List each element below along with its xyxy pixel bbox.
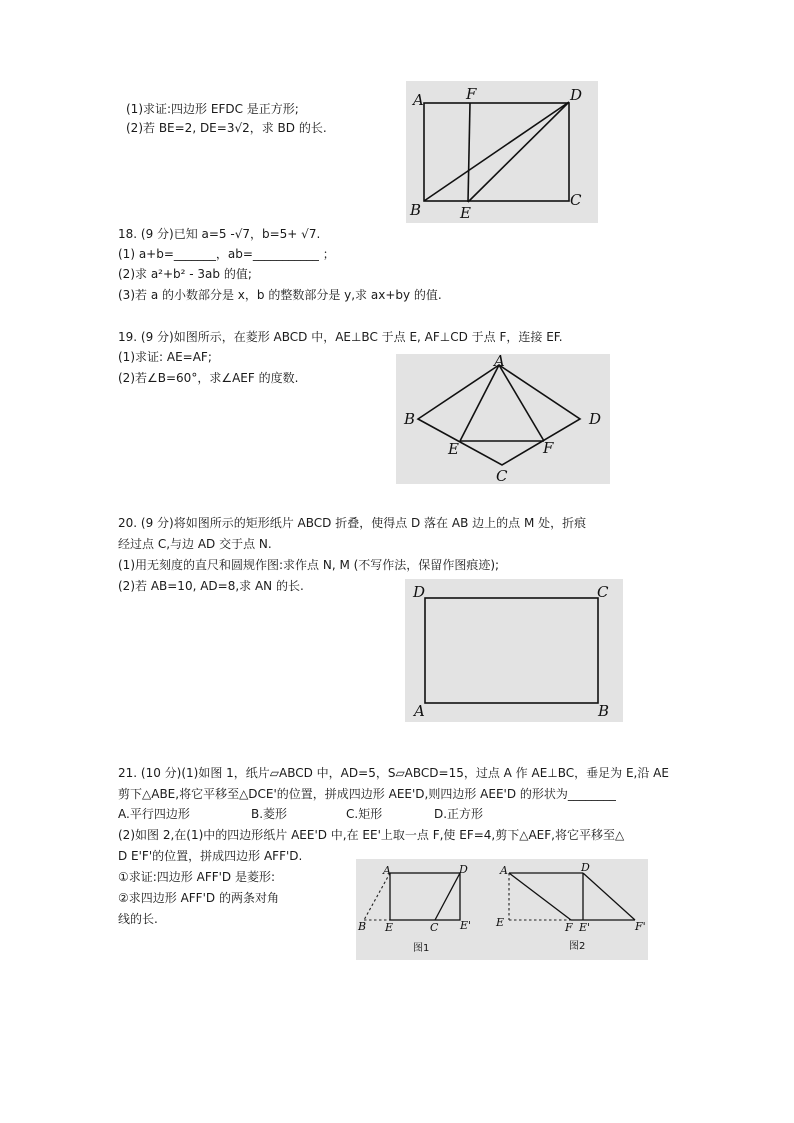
q21-fig1-label-a: A [383, 864, 391, 877]
q21-fig2-label-e-prime: E' [579, 921, 591, 934]
q21-fig1-label-c: C [430, 921, 439, 934]
q17-label-f: F [466, 85, 477, 103]
q21-option-b: B.菱形 [251, 807, 288, 821]
q21-subpart2-line2: 线的长. [118, 912, 158, 926]
q19-segment-af [499, 365, 544, 441]
q17-segment-ed [468, 102, 569, 202]
q21-fig2-segment-df-prime [583, 873, 635, 920]
q19-rhombus-abcd [418, 365, 580, 465]
q21-option-a: A.平行四边形 [118, 807, 190, 821]
q17-label-a: A [413, 91, 424, 109]
q21-fig1-label-e: E [385, 921, 394, 934]
q20-label-c: C [597, 583, 609, 601]
q21-stem-line2: 剪下△ABE,将它平移至△DCE'的位置，拼成四边形 AEE'D,则四边形 AEE'D 的形状为________ [118, 787, 616, 801]
q20-part1: (1)用无刻度的直尺和圆规作图:求作点 N, M (不写作法，保留作图痕迹); [118, 558, 500, 572]
q21-fig1-label-e-prime: E' [460, 919, 472, 932]
q21-fig1-rect-aee-d [390, 873, 460, 920]
q17-label-e: E [460, 204, 471, 222]
q20-part2: (2)若 AB=10, AD=8,求 AN 的长. [118, 579, 304, 593]
q21-fig2-label-f: F [565, 921, 573, 934]
q19-label-a: A [494, 354, 505, 370]
q18-part2: (2)求 a²+b² - 3ab 的值; [118, 267, 252, 281]
q21-fig1-label-b: B [358, 920, 367, 933]
q19-label-b: B [404, 410, 416, 428]
q19-part2: (2)若∠B=60°，求∠AEF 的度数. [118, 371, 299, 385]
q17-segment-bd [424, 102, 569, 201]
q21-fig1-label-d: D [459, 863, 468, 876]
q21-fig1-dashed-ab [364, 873, 390, 920]
q17-label-d: D [570, 86, 583, 104]
q21-fig2-caption: 图2 [569, 941, 586, 952]
q20-rect-abcd [425, 598, 598, 703]
q21-fig2-label-e: E [496, 916, 505, 929]
q21-part2-line1: (2)如图 2,在(1)中的四边形纸片 AEE'D 中,在 EE'上取一点 F,使 EF=4,剪下△AEF,将它平移至△ [118, 828, 625, 842]
q21-figures [356, 859, 648, 960]
q19-figure-rhombus [396, 354, 610, 484]
q17-label-c: C [570, 191, 582, 209]
q20-label-d: D [413, 583, 426, 601]
q19-stem: 19. (9 分)如图所示，在菱形 ABCD 中，AE⊥BC 于点 E, AF⊥CD 于点 F，连接 EF. [118, 330, 563, 344]
q21-fig2-label-f-prime: F' [635, 920, 646, 933]
q17-segment-fe [468, 103, 470, 202]
q17-figure-rectangle [406, 81, 598, 223]
q21-fig2-label-a: A [500, 864, 508, 877]
q18-part3: (3)若 a 的小数部分是 x，b 的整数部分是 y,求 ax+by 的值. [118, 288, 442, 302]
q20-stem-line1: 20. (9 分)将如图所示的矩形纸片 ABCD 折叠，使得点 D 落在 AB 边上的点 M 处，折痕 [118, 516, 587, 530]
q19-label-e: E [448, 440, 459, 458]
q21-fig2-segment-af [509, 873, 571, 920]
q17-part2: (2)若 BE=2, DE=3√2，求 BD 的长. [126, 121, 327, 135]
q18-part1: (1) a+b=_______，ab=___________ ； [118, 247, 335, 261]
q21-part2-line2: D E'F'的位置，拼成四边形 AFF'D. [118, 849, 303, 863]
q17-part1: (1)求证:四边形 EFDC 是正方形; [126, 102, 299, 116]
q20-label-b: B [598, 702, 610, 720]
q19-segment-ae [460, 365, 499, 441]
q21-fig2-label-d: D [581, 861, 590, 874]
q20-label-a: A [414, 702, 425, 720]
q21-stem-line1: 21. (10 分)(1)如图 1，纸片▱ABCD 中，AD=5，S▱ABCD=15，过点 A 作 AE⊥BC，垂足为 E,沿 AE [118, 766, 669, 780]
q19-part1: (1)求证: AE=AF; [118, 350, 212, 364]
q21-subpart2-line1: ②求四边形 AFF'D 的两条对角 [118, 891, 279, 905]
q20-figure-rectangle [405, 579, 623, 722]
q19-label-d: D [589, 410, 602, 428]
q20-stem-line2: 经过点 C,与边 AD 交于点 N. [118, 537, 272, 551]
q21-fig1-caption: 图1 [413, 943, 430, 954]
q18-stem: 18. (9 分)已知 a=5 -√7，b=5+ √7. [118, 227, 321, 241]
q19-label-c: C [496, 467, 508, 484]
q21-option-c: C.矩形 [346, 807, 383, 821]
q19-label-f: F [543, 439, 554, 457]
q21-fig1-segment-dc [435, 873, 460, 920]
q21-option-d: D.正方形 [434, 807, 484, 821]
q21-subpart1: ①求证:四边形 AFF'D 是菱形: [118, 870, 276, 884]
q17-label-b: B [410, 201, 422, 219]
